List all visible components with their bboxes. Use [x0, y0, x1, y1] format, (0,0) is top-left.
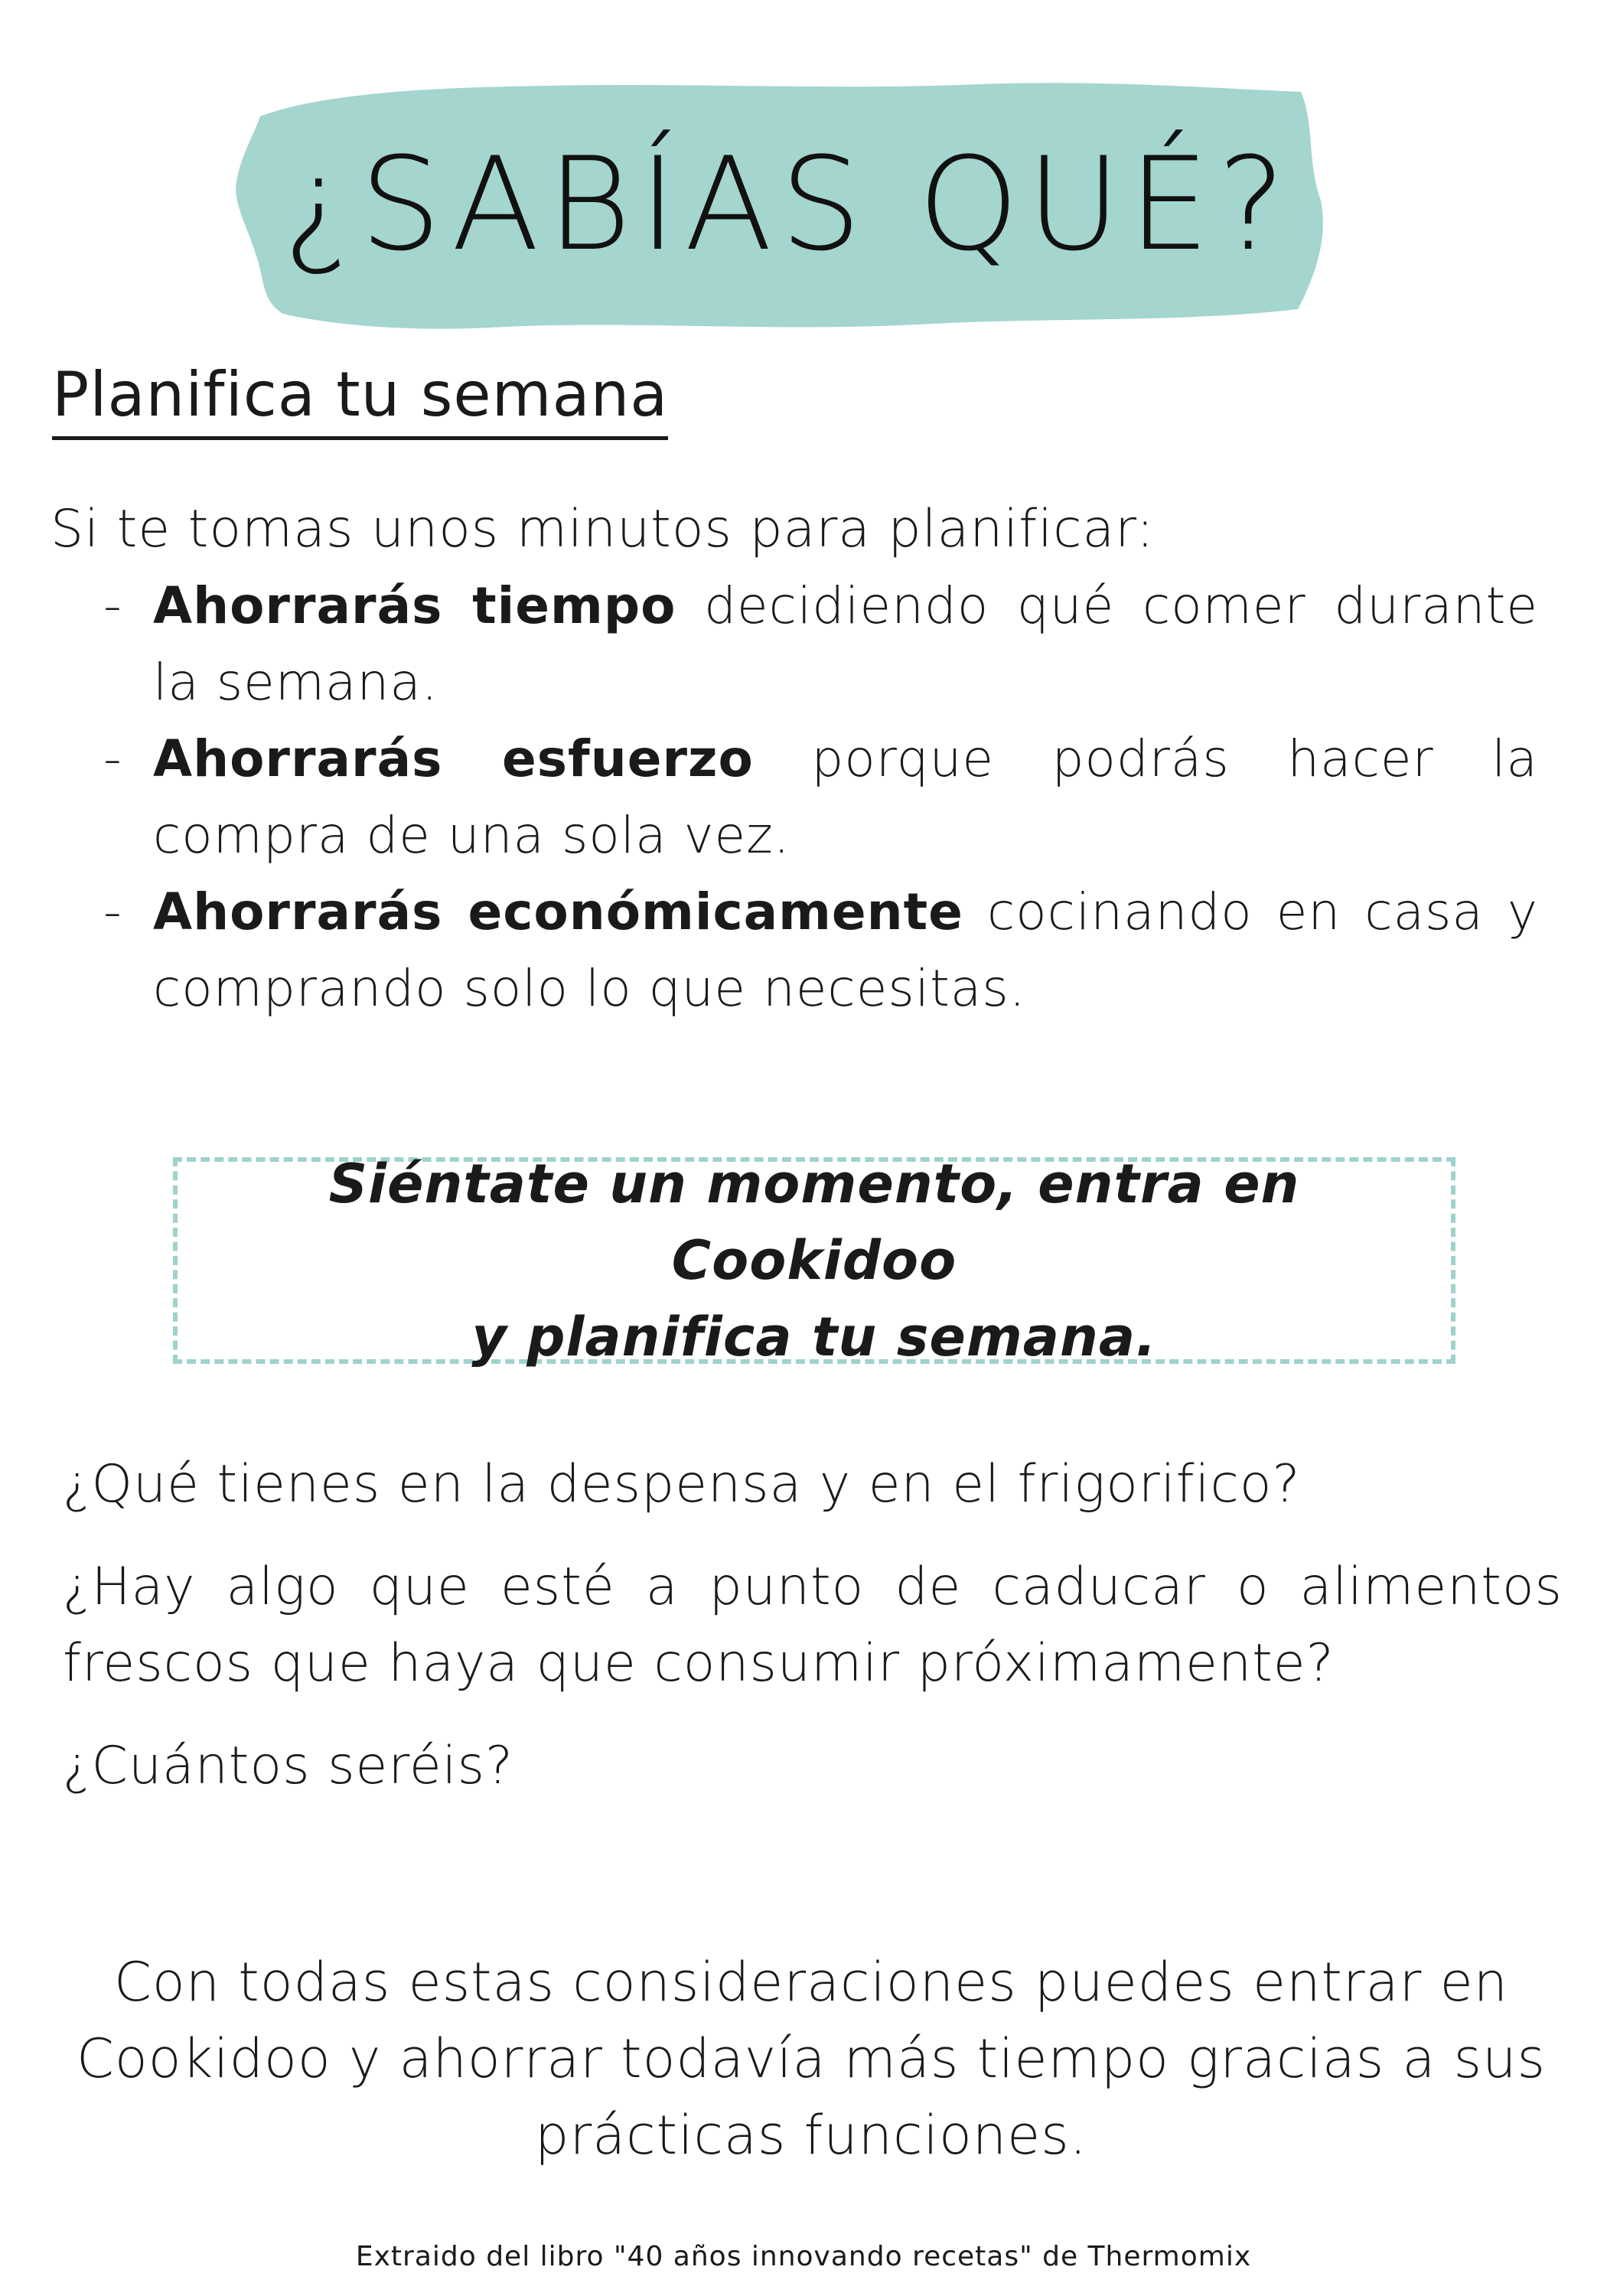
title-banner: [230, 70, 1332, 338]
section-heading: Planifica tu semana: [52, 360, 668, 440]
callout-box: [173, 1153, 1455, 1368]
questions-block: [63, 1446, 1563, 1831]
closing-text: Con todas estas consideraciones puedes entrar en Cookidoo y ahorrar todavía más tiempo gracias a sus prácticas funciones.: [77, 1951, 1546, 2167]
callout-line-1: Siéntate un momento, entra en Cookidoo: [328, 1153, 1300, 1292]
benefit-title: Ahorrarás económicamente: [153, 882, 963, 941]
benefit-text: porque podrás hacer la compra de una sola vez.: [153, 729, 1538, 865]
benefit-text: cocinando en casa y comprando solo lo que necesitas.: [153, 882, 1538, 1018]
benefit-title: Ahorrarás esfuerzo: [153, 729, 754, 788]
benefit-title: Ahorrarás tiempo: [153, 576, 676, 635]
question-expiring: ¿Hay algo que esté a punto de caducar o alimentos frescos que haya que consumir próximamente?: [63, 1557, 1563, 1694]
list-dash: -: [103, 882, 122, 941]
page-title: ¿SABÍAS QUÉ?: [283, 129, 1293, 279]
question-pantry: ¿Qué tienes en la despensa y en el frigorifico?: [63, 1454, 1301, 1515]
question-servings: ¿Cuántos seréis?: [63, 1736, 514, 1796]
intro-text: Si te tomas unos minutos para planificar:: [51, 499, 1155, 559]
list-dash: -: [103, 576, 122, 635]
benefit-item-time: [99, 568, 1538, 721]
source-footer: Extraido del libro "40 años innovando recetas" de Thermomix: [355, 2241, 1252, 2272]
benefit-item-money: [99, 874, 1538, 1027]
callout-line-2: y planifica tu semana.: [471, 1306, 1157, 1368]
list-dash: -: [103, 729, 122, 788]
benefit-item-effort: [99, 721, 1538, 874]
benefit-text: decidiendo qué comer durante la semana.: [153, 576, 1538, 712]
benefits-list: [99, 568, 1538, 1027]
